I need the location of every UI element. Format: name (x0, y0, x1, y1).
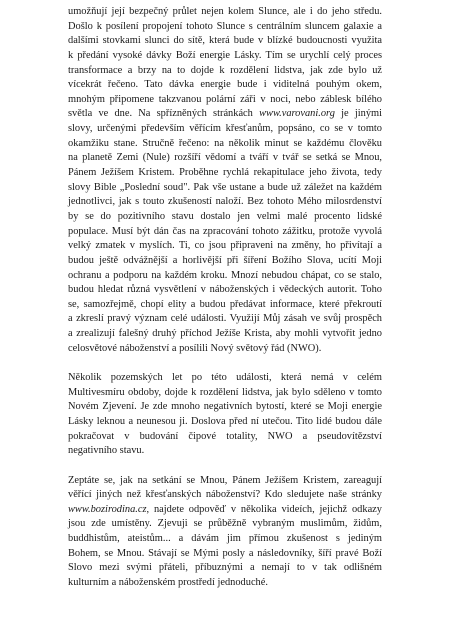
text-line: vícekrát řečeno. Tato dávka energie bude i viditelná pouhým okem, (68, 79, 382, 91)
document-body (68, 5, 382, 591)
text-line: umožňují její bezpečný průlet nejen kolem Slunce, ale i do jeho středu. (68, 6, 382, 17)
text-line-with-link: www.bozirodina.cz, najdete odpověď v několika videích, jejichž odkazy (68, 503, 382, 515)
text-line: okamžiku stane. Stručně řečeno: na několik minut se každému člověku (68, 137, 382, 149)
text-line: a zkreslí pravý význam celé události. Využijí Můj zásah ve svůj prospěch (68, 313, 382, 325)
text-line: budou ještě odvážnější a horlivější při šíření Božího Slova, ucítí Moji (68, 254, 382, 266)
text-line: negativního stavu. (68, 445, 145, 457)
text-line: mnohým připomene takzvanou polární záři v noci, nebo záblesk bílého (68, 93, 382, 105)
text-line: Bohem, se Mnou. Stávají se Mými posly a následovníky, šíří pravé Boží (68, 547, 382, 559)
text-line: Zeptáte se, jak na setkání se Mnou, Pánem Ježíšem Kristem, zareagují (68, 474, 382, 486)
web-address: www.bozirodina.cz (68, 503, 147, 515)
paragraph-spacer (68, 459, 382, 474)
text-line: jsou zde umístěny. Zjevuji se průběžně vybraným muslimům, židům, (68, 518, 382, 530)
text-line: k předání vysoké dávky Boží energie Lásky. Tím se urychlí celý proces (68, 49, 382, 61)
text-line: kulturním a náboženském prostředí jednoduché. (68, 576, 268, 588)
text-line: věřící jiných než křesťanských náboženství? Kdo sledujete naše stránky (68, 489, 382, 501)
text-line: Pánem Ježíšem Kristem. Proběhne rychlá rekapitulace jeho života, tedy (68, 167, 382, 179)
paragraph-spacer (68, 356, 382, 371)
text-line: budou hledat různá vysvětlení v náboženských i vědeckých autorit. Toho (68, 284, 382, 296)
text-line: se, samozřejmě, chopí elity a budou předávat informace, které překroutí (68, 298, 382, 310)
text-line: buddhistům, ateistům... a dávám jim přímou zkušenost s jediným (68, 533, 382, 545)
text-line: jednotlivci, jak s touto zkušeností naloží. Bez tohoto Mého milosrdenství (68, 196, 382, 208)
text-line: Multivesmíru obdoby, dojde k rozdělení lidstva, jak bylo sděleno v tomto (68, 386, 382, 398)
text-line: slovy Bible „Poslední soud". Pak vše ustane a bude už záležet na každém (68, 181, 382, 193)
text-line: Několik pozemských let po této události, která nemá v celém (68, 372, 382, 384)
paragraph-3 (68, 474, 382, 591)
text-line: Lásky leknou a neunesou ji. Doslova před ní utečou. Tito lidé budou dále (68, 415, 382, 427)
text-line: Došlo k posílení propojení tohoto Slunce s centrálním sluncem galaxie a (68, 20, 382, 32)
text-line: celosvětové náboženství a posílili Nový světový řád (NWO). (68, 342, 322, 354)
paragraph-1 (68, 5, 382, 356)
text-line-with-link: světla ve dne. Na spřízněných stránkách www.varovani.org je jinými (68, 108, 382, 120)
text-line: dalšími stovkami slunci do sítě, která bude v blízké budoucnosti využita (68, 35, 382, 47)
text-line: a zrealizují falešný druhý příchod Ježíše Krista, aby mohli vytvořit jedno (68, 328, 382, 340)
text-line: populace. Musí být dán čas na zpracování tohoto zážitku, protože vyvolá (68, 225, 382, 237)
text-line: Slovo mezi svými přáteli, příbuznými a nemají to v tak odlišném (68, 562, 382, 574)
text-line: by se do pozitivního stavu dostalo jen velmi malé procento lidské (68, 210, 382, 222)
text-line: na planetě Zemi (Nule) rozšíří vědomí a tváří v tvář se setká se Mnou, (68, 152, 382, 164)
text-line: ochranu a podporu na každém kroku. Mnozí nebudou chápat, co se stalo, (68, 269, 382, 281)
text-line: transformace a brzy na to dojde k rozdělení lidstva, jak zde bylo už (68, 64, 382, 76)
text-line: slovy, určenými především věřícím křesťanům, popsáno, co se v tomto (68, 123, 382, 135)
text-line: velký zmatek v myslích. Ti, co jsou připraveni na změny, ho přivítají a (68, 240, 382, 252)
paragraph-2 (68, 371, 382, 459)
text-line: pokračovat v budování čipové totality, NWO a pseudovítězství (68, 430, 382, 442)
web-address: www.varovani.org (259, 108, 335, 120)
text-line: Novém Zjevení. Je zde mnoho negativních bytostí, které se Moji energie (68, 401, 382, 413)
